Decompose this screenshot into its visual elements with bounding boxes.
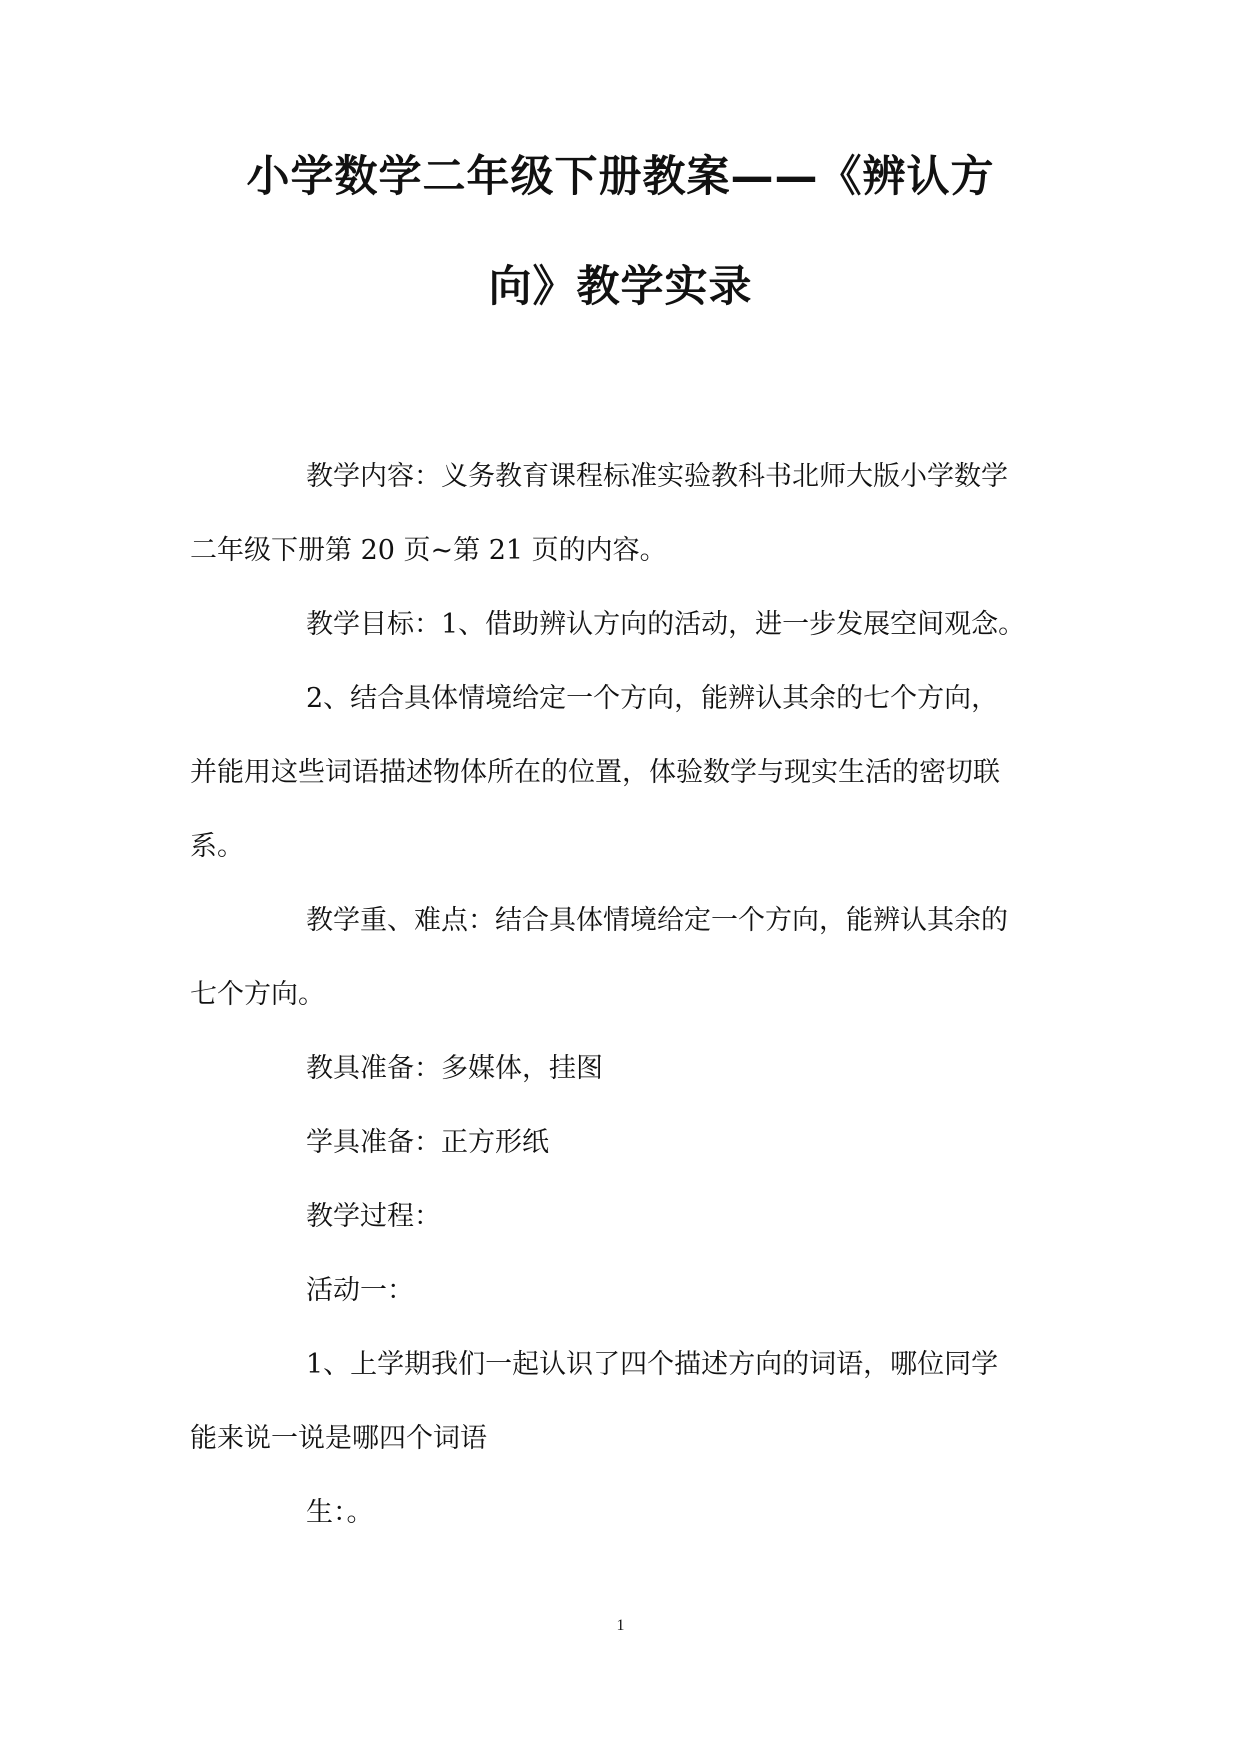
paragraph-student-materials: 学具准备：正方形纸 bbox=[306, 1127, 549, 1158]
document-title-line-1: 小学数学二年级下册教案——《辨认方 bbox=[246, 152, 995, 202]
document-title-line-2: 向》教学实录 bbox=[488, 262, 753, 312]
paragraph-key-points-line-1: 教学重、难点：结合具体情境给定一个方向，能辨认其余的 bbox=[306, 905, 1008, 936]
paragraph-teaching-content-line-1: 教学内容：义务教育课程标准实验教科书北师大版小学数学 bbox=[306, 461, 1008, 492]
paragraph-question-line-2: 能来说一说是哪四个词语 bbox=[190, 1423, 487, 1454]
paragraph-teaching-content-line-2: 二年级下册第 20 页~第 21 页的内容。 bbox=[190, 535, 667, 566]
paragraph-student-answer: 生：。 bbox=[306, 1497, 374, 1528]
page-number: 1 bbox=[616, 1617, 625, 1634]
paragraph-teaching-aids: 教具准备：多媒体，挂图 bbox=[306, 1053, 603, 1084]
paragraph-goal-two-line-2: 并能用这些词语描述物体所在的位置，体验数学与现实生活的密切联 bbox=[190, 757, 1000, 788]
paragraph-teaching-process: 教学过程： bbox=[306, 1201, 441, 1232]
paragraph-key-points-line-2: 七个方向。 bbox=[190, 979, 325, 1010]
paragraph-teaching-goal-line-1: 教学目标：1、借助辨认方向的活动，进一步发展空间观念。 bbox=[306, 609, 1026, 640]
paragraph-goal-two-line-1: 2、结合具体情境给定一个方向，能辨认其余的七个方向， bbox=[306, 683, 999, 714]
paragraph-activity-one: 活动一： bbox=[306, 1275, 414, 1306]
paragraph-question-line-1: 1、上学期我们一起认识了四个描述方向的词语，哪位同学 bbox=[306, 1349, 999, 1380]
paragraph-goal-two-line-3: 系。 bbox=[190, 831, 244, 862]
